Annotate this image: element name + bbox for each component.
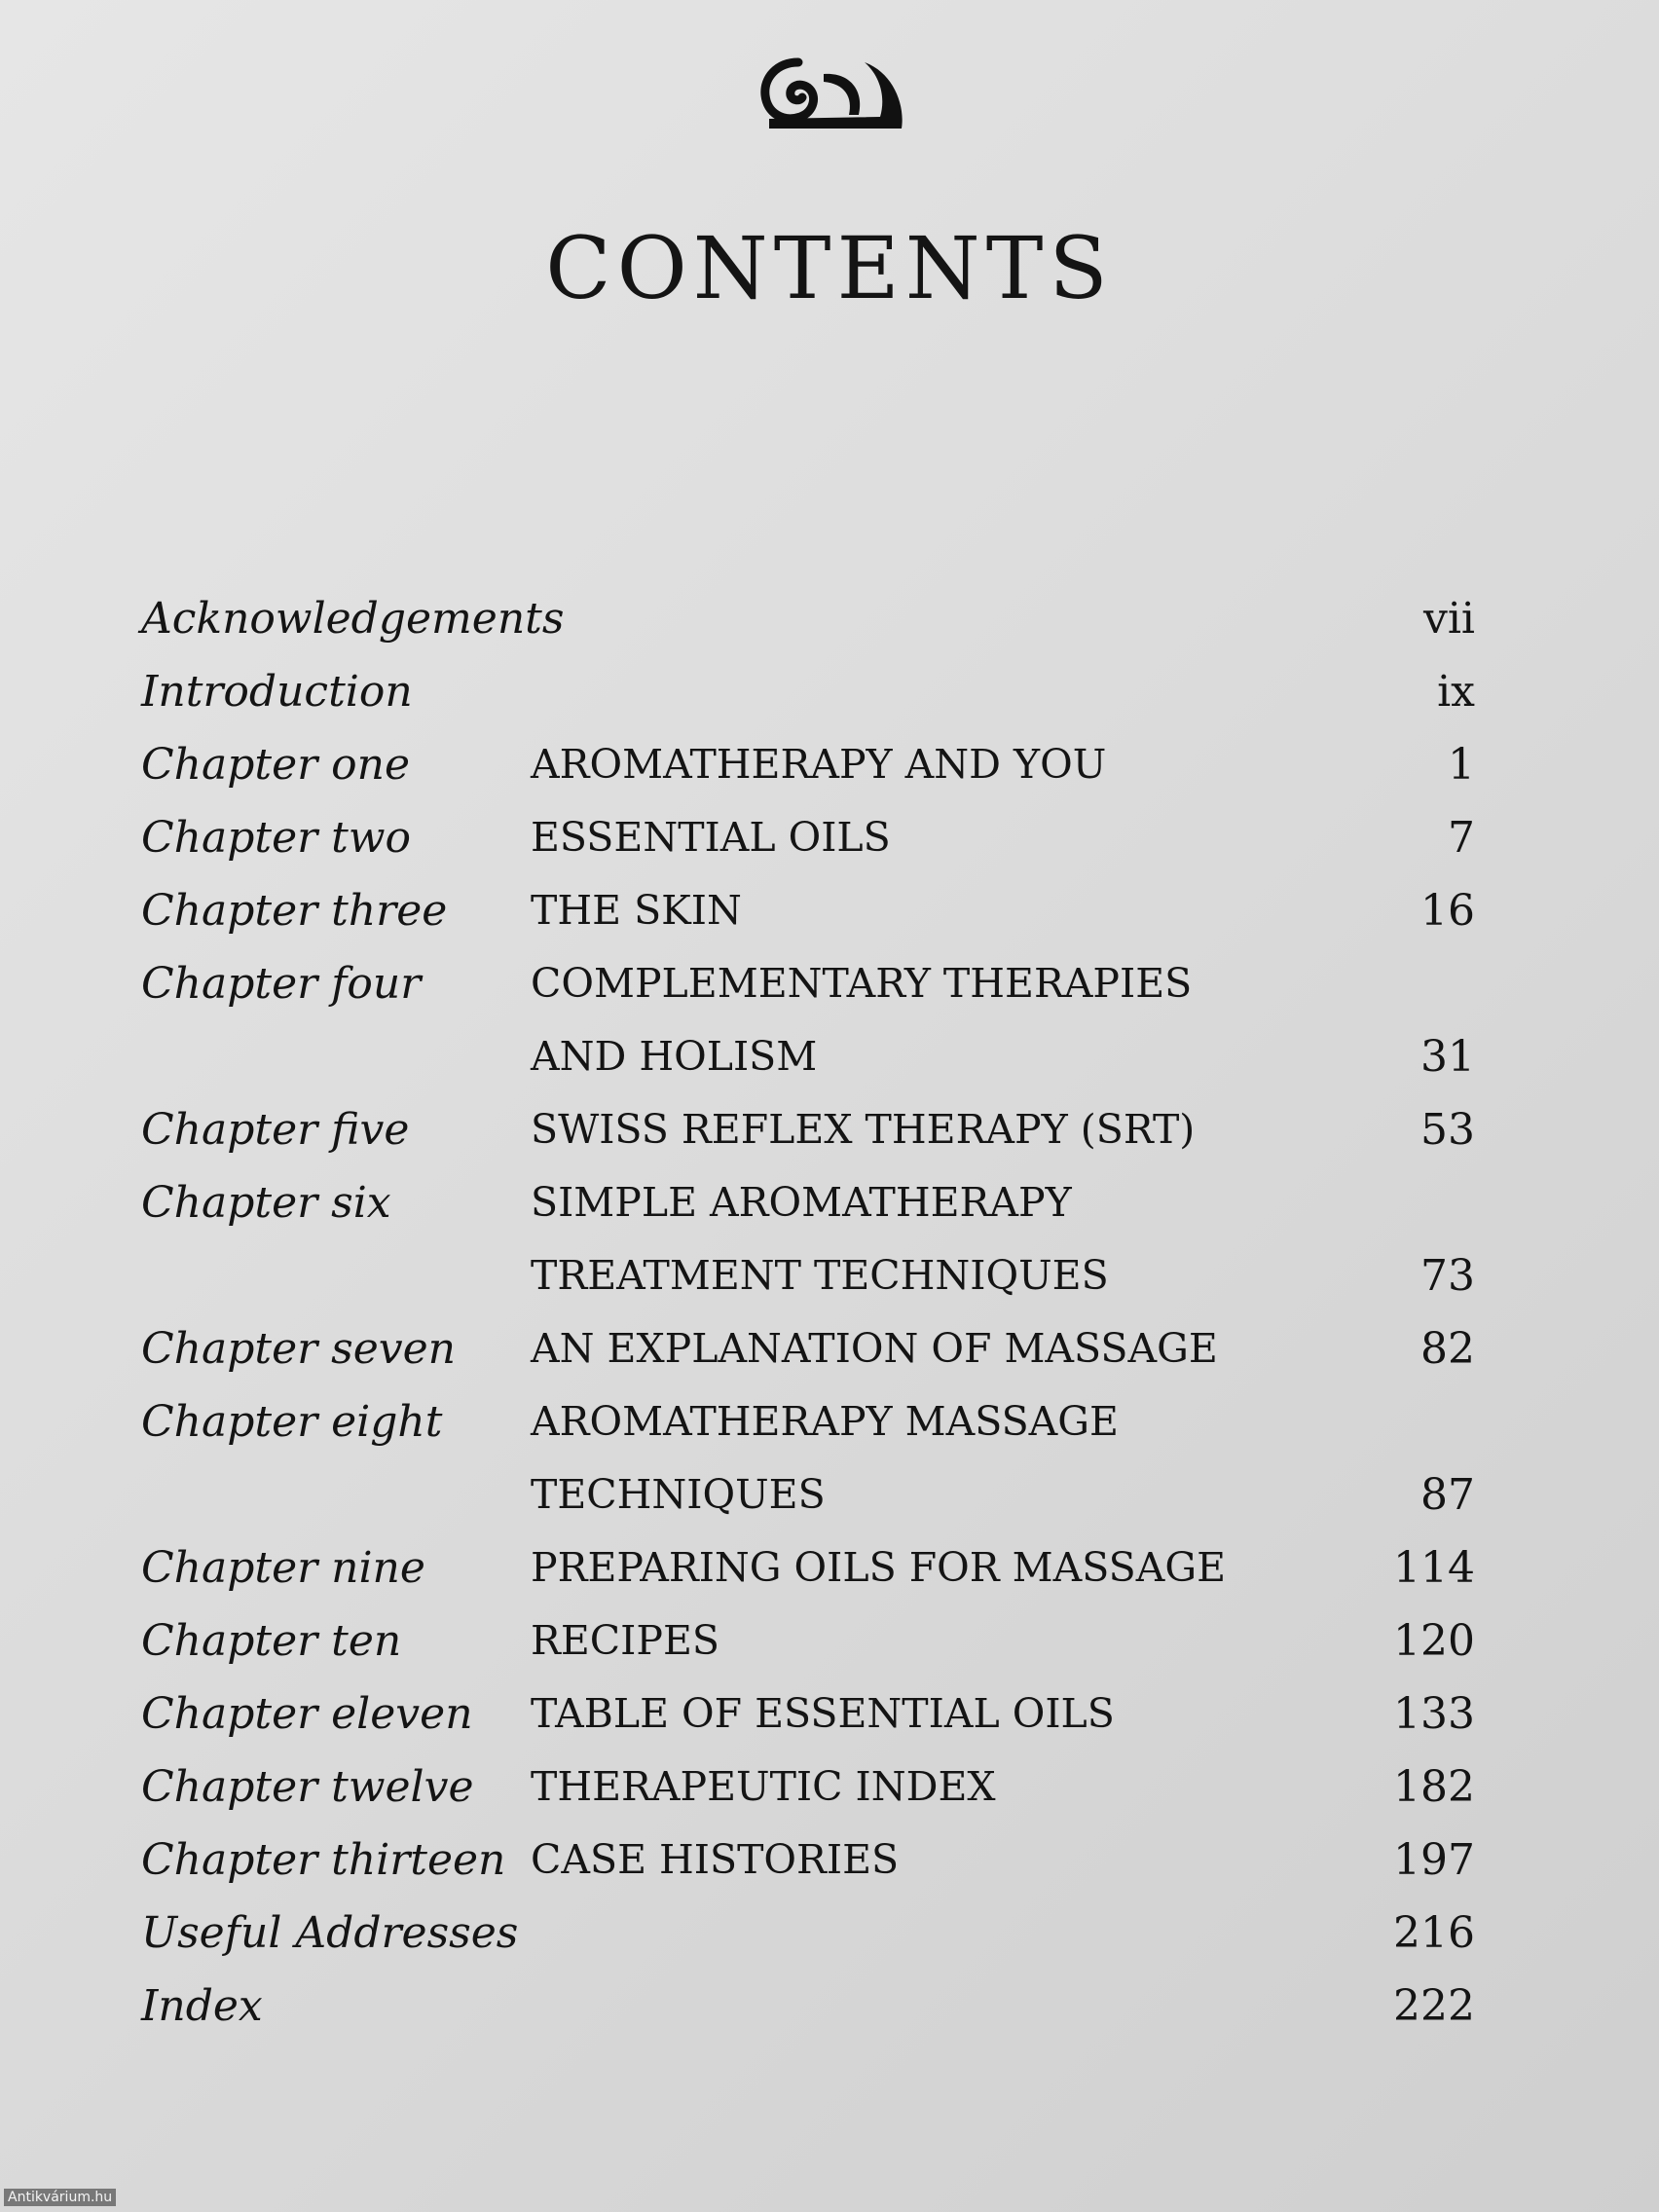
toc-chapter-title: AROMATHERAPY AND YOU	[531, 741, 1107, 788]
toc-chapter-title: THERAPEUTIC INDEX	[531, 1763, 996, 1810]
toc-label: Introduction	[141, 667, 413, 717]
toc-chapter-title: AROMATHERAPY MASSAGE	[531, 1398, 1119, 1445]
toc-page-number: 87	[1420, 1470, 1475, 1520]
toc-page-number: 16	[1420, 886, 1475, 936]
toc-chapter-title: TABLE OF ESSENTIAL OILS	[531, 1690, 1115, 1737]
toc-label: Chapter six	[141, 1178, 391, 1228]
toc-chapter-title: CASE HISTORIES	[531, 1836, 900, 1883]
toc-row	[141, 1166, 1475, 1239]
toc-row	[141, 1531, 1475, 1604]
toc-row	[141, 1824, 1475, 1897]
toc-row	[141, 1677, 1475, 1751]
toc-label: Index	[141, 1981, 263, 2031]
toc-row	[141, 1020, 1475, 1093]
toc-row	[141, 728, 1475, 801]
toc-page-number: 182	[1393, 1762, 1475, 1812]
spiral-wave-ornament-icon	[756, 45, 911, 138]
toc-row	[141, 582, 1475, 655]
toc-label: Chapter two	[141, 813, 411, 863]
toc-chapter-title: COMPLEMENTARY THERAPIES	[531, 960, 1193, 1007]
toc-page-number: 82	[1420, 1324, 1475, 1374]
toc-row	[141, 1751, 1475, 1824]
toc-page-number: ix	[1437, 667, 1475, 717]
toc-chapter-title: AN EXPLANATION OF MASSAGE	[531, 1325, 1218, 1372]
toc-page-number: 31	[1420, 1032, 1475, 1082]
toc-chapter-title: TECHNIQUES	[531, 1471, 826, 1518]
toc-label: Chapter twelve	[141, 1762, 474, 1812]
toc-row	[141, 1897, 1475, 1970]
toc-row	[141, 1312, 1475, 1385]
toc-label: Chapter ten	[141, 1616, 402, 1666]
watermark-label: Antikvárium.hu	[4, 2189, 116, 2206]
toc-chapter-title: SIMPLE AROMATHERAPY	[531, 1179, 1072, 1226]
toc-page-number: 114	[1393, 1543, 1475, 1593]
toc-page-number: 73	[1420, 1251, 1475, 1301]
toc-chapter-title: TREATMENT TECHNIQUES	[531, 1252, 1109, 1299]
toc-label: Useful Addresses	[141, 1908, 519, 1958]
toc-label: Chapter thirteen	[141, 1835, 506, 1885]
toc-chapter-title: AND HOLISM	[531, 1033, 818, 1080]
toc-row	[141, 801, 1475, 874]
toc-row	[141, 1385, 1475, 1458]
toc-row	[141, 874, 1475, 947]
toc-row	[141, 1604, 1475, 1677]
toc-label: Chapter one	[141, 740, 411, 790]
toc-chapter-title: THE SKIN	[531, 887, 742, 934]
toc-chapter-title: PREPARING OILS FOR MASSAGE	[531, 1544, 1226, 1591]
toc-page-number: 216	[1393, 1908, 1475, 1958]
toc-page-number: 222	[1393, 1981, 1475, 2031]
toc-row	[141, 1239, 1475, 1312]
toc-row	[141, 1093, 1475, 1166]
page-title: CONTENTS	[545, 218, 1114, 318]
toc-label: Chapter three	[141, 886, 448, 936]
toc-row	[141, 947, 1475, 1020]
toc-label: Chapter seven	[141, 1324, 456, 1374]
toc-label: Chapter nine	[141, 1543, 425, 1593]
toc-page-number: vii	[1422, 594, 1475, 644]
toc-label: Chapter eleven	[141, 1689, 473, 1739]
table-of-contents	[141, 582, 1475, 2043]
toc-page-number: 197	[1393, 1835, 1475, 1885]
toc-chapter-title: SWISS REFLEX THERAPY (SRT)	[531, 1106, 1196, 1153]
toc-page-number: 133	[1393, 1689, 1475, 1739]
toc-label: Chapter four	[141, 959, 422, 1009]
toc-page-number: 120	[1393, 1616, 1475, 1666]
toc-label: Chapter five	[141, 1105, 410, 1155]
toc-label: Chapter eight	[141, 1397, 443, 1447]
toc-page-number: 7	[1448, 813, 1475, 863]
toc-page-number: 1	[1448, 740, 1475, 790]
toc-chapter-title: ESSENTIAL OILS	[531, 814, 891, 861]
toc-label: Acknowledgements	[141, 594, 565, 644]
toc-row	[141, 1970, 1475, 2043]
toc-chapter-title: RECIPES	[531, 1617, 719, 1664]
toc-page-number: 53	[1420, 1105, 1475, 1155]
toc-row	[141, 1458, 1475, 1531]
toc-row	[141, 655, 1475, 728]
